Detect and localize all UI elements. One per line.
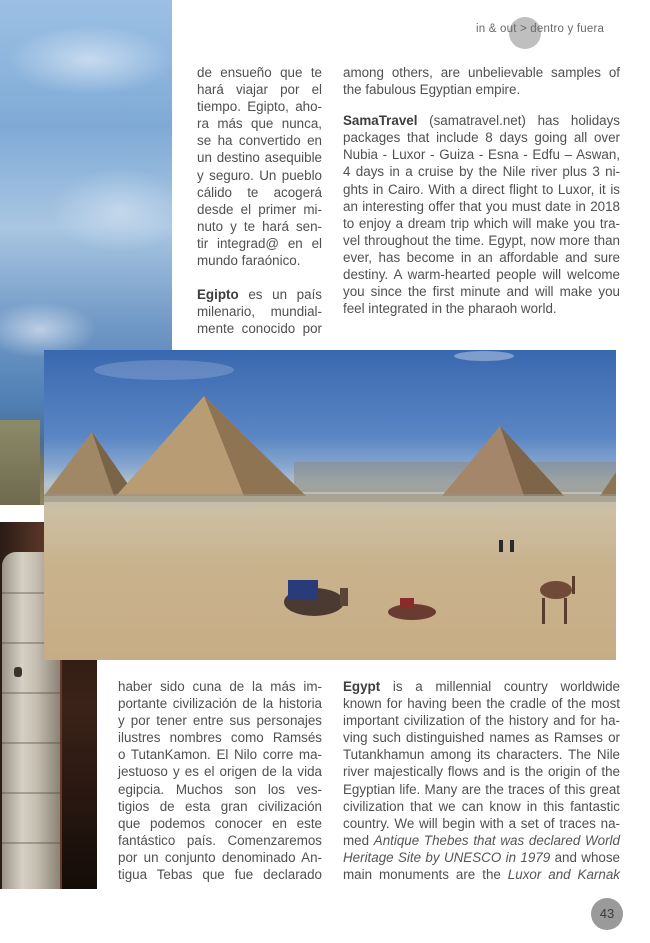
text-line: tigua Tebas que fue declarado	[118, 867, 322, 883]
text-line: portante civilización de la historia	[118, 696, 322, 712]
text-line: desde el primer mi-	[197, 201, 322, 217]
text-line: mente conocido por	[197, 321, 322, 337]
text-line: vel throughout the time. Egypt, now more than	[343, 232, 620, 248]
text-line: egipcia. Muchos son los ves-	[118, 781, 322, 797]
text-line: tigios de esta gran civilización	[118, 798, 322, 814]
text-line: Nubia - Luxor - Guiza - Esna - Edfu – Aswan,	[343, 147, 620, 163]
text-line: tir integrad@ en el	[197, 235, 322, 251]
text-line: de ensueño que te	[197, 65, 322, 80]
text-line: to enjoy a dream trip which will make you tra-	[343, 215, 620, 231]
text-line: known for having been the cradle of the most	[343, 696, 620, 712]
text-line: ving such distinguished names as Ramses or	[343, 730, 620, 746]
text-line: an interesting offer that you must date in 2018	[343, 198, 620, 214]
text-line: que podemos conocer en este	[118, 815, 322, 831]
text-line: tiempo. Egipto, aho-	[197, 99, 322, 115]
text-line: civilization that we can know in this fantastic	[343, 798, 620, 814]
text-line: un destino asequible	[197, 150, 322, 166]
text-line: se ha convertido en	[197, 133, 322, 149]
text-line: country. We will begin with a set of traces na-	[343, 815, 620, 831]
text-line: jestuoso y es el origen de la vida	[118, 764, 322, 780]
page-number: 43	[599, 906, 615, 921]
text-line: med Antique Thebes that was declared World	[343, 832, 620, 848]
bottom-right-column	[343, 678, 620, 883]
italic-text: Antique Thebes that was declared World	[373, 832, 620, 848]
bold-term: Egypt	[343, 679, 381, 694]
bold-term: SamaTravel	[343, 113, 418, 129]
pyramids-scene	[44, 350, 616, 660]
text-line: destiny. A warm-hearted people will welcome	[343, 267, 620, 283]
bottom-left-column	[118, 678, 322, 883]
text-line: ilustres nombres como Ramsés	[118, 730, 322, 746]
top-right-column	[343, 64, 620, 317]
italic-text: Luxor and Karnak	[507, 867, 620, 883]
text-line: ra más que nunca,	[197, 116, 322, 132]
text-line: Tutankhamun among its characters. The Nile	[343, 747, 620, 763]
text-line: among others, are unbelievable samples of	[343, 65, 620, 80]
text-line: milenario, mundial-	[197, 304, 322, 320]
text-line: cálido te acogerá	[197, 184, 322, 200]
text-line: haber sido cuna de la más im-	[118, 679, 322, 694]
text-line: SamaTravel (samatravel.net) has holidays	[343, 113, 620, 129]
text-line: feel integrated in the pharaoh world.	[343, 301, 557, 317]
text-line: you since the first minute and will make you	[343, 284, 620, 300]
text-line: o TutanKamon. El Nilo corre ma-	[118, 747, 322, 763]
text-line: packages that include 8 days going all over	[343, 130, 620, 146]
text-line: fantástico país. Comenzaremos	[118, 832, 322, 848]
top-left-column	[197, 64, 322, 337]
text-line: nuto y te hará sen-	[197, 218, 322, 234]
text-line: ever, has become in an affordable and sure	[343, 249, 620, 265]
text-line: river majestically flows and is the origin of the	[343, 764, 620, 780]
text-line: 4 days in a cruise by the Nile river plus 3 ni-	[343, 164, 620, 180]
text-line: Egyptian life. Many are the traces of this great	[343, 781, 620, 797]
text-line: y seguro. Un pueblo	[197, 167, 322, 183]
text-line: por un conjunto denominado An-	[118, 849, 322, 865]
text-line: Egypt is a millennial country worldwide	[343, 679, 620, 694]
sky-photo-ground	[0, 420, 40, 505]
text-line: mundo faraónico.	[197, 253, 301, 269]
text-line: ghts in Cairo. With a direct flight to Luxor, it is	[343, 181, 620, 197]
bold-term: Egipto	[197, 287, 239, 303]
text-line: hará viajar por el	[197, 82, 322, 98]
italic-text: Heritage Site by UNESCO in 1979	[343, 849, 551, 865]
pyramids-photo	[44, 350, 616, 660]
section-label: in & out > dentro y fuera	[476, 23, 605, 35]
text-line: important civilization of the history and for ha-	[343, 713, 620, 729]
hieroglyph-mark	[14, 667, 22, 677]
text-line: the fabulous Egyptian empire.	[343, 82, 521, 98]
text-line: main monuments are the Luxor and Karnak	[343, 867, 620, 883]
text-line: Heritage Site by UNESCO in 1979 and whose	[343, 849, 620, 865]
text-line: Egipto es un país	[197, 287, 322, 303]
text-line: y por tener entre sus personajes	[118, 713, 322, 729]
